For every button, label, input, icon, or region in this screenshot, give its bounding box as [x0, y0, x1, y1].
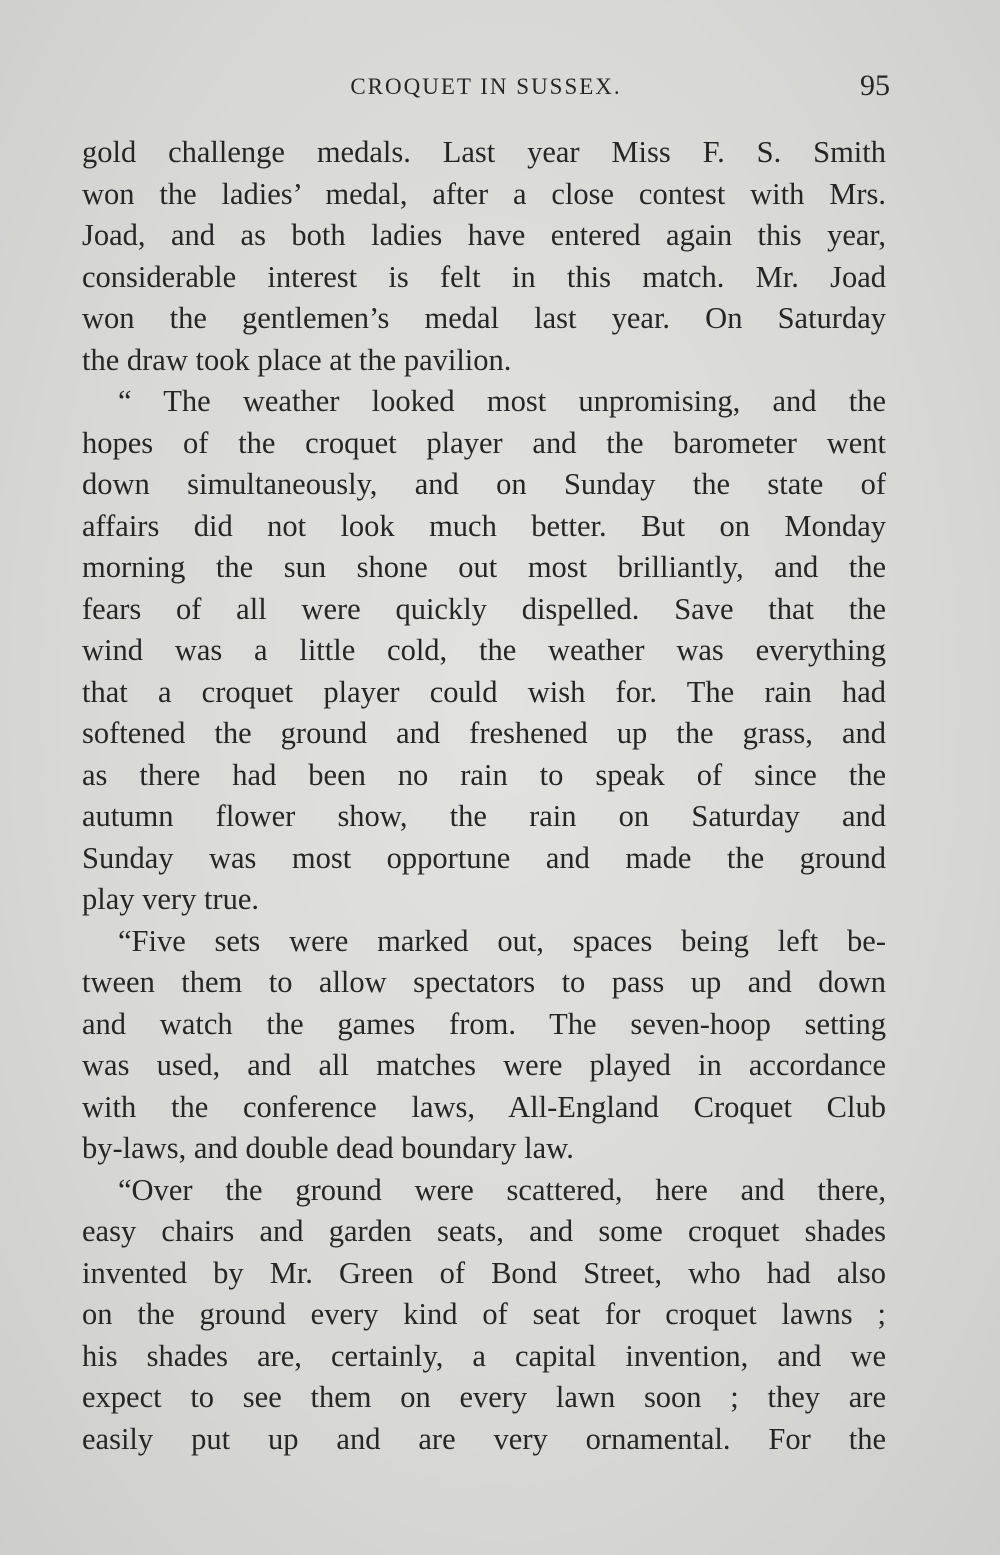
- page-header: [82, 66, 890, 110]
- text-line: easily put up and are very ornamental. For the: [82, 1421, 886, 1456]
- text-line: by-laws, and double dead boundary law.: [82, 1131, 574, 1165]
- text-line: autumn flower show, the rain on Saturday and: [82, 799, 886, 833]
- text-line: his shades are, certainly, a capital invention, and we: [82, 1338, 886, 1373]
- text-line: fears of all were quickly dispelled. Save that the: [82, 591, 886, 626]
- text-line: tween them to allow spectators to pass up and down: [82, 965, 886, 999]
- text-line: with the conference laws, All-England Croquet Club: [82, 1089, 886, 1124]
- text-line: the draw took place at the pavilion.: [82, 342, 512, 377]
- text-line: and watch the games from. The seven-hoop setting: [82, 1006, 886, 1041]
- page-number: 95: [860, 69, 890, 102]
- text-line: “Over the ground were scattered, here and there,: [118, 1172, 886, 1207]
- text-line: Joad, and as both ladies have entered again this year,: [82, 218, 886, 252]
- text-line: Sunday was most opportune and made the ground: [82, 840, 886, 875]
- text-line: “ The weather looked most unpromising, and the: [118, 384, 886, 418]
- text-line: “Five sets were marked out, spaces being left be-: [118, 923, 886, 958]
- running-head: CROQUET IN SUSSEX.: [350, 74, 622, 99]
- text-line: won the gentlemen’s medal last year. On Saturday: [82, 301, 886, 335]
- text-line: gold challenge medals. Last year Miss F. S. Smith: [82, 135, 886, 169]
- text-line: easy chairs and garden seats, and some croquet shades: [82, 1214, 886, 1248]
- text-line: expect to see them on every lawn soon ; they are: [82, 1380, 886, 1414]
- text-line: affairs did not look much better. But on Monday: [82, 508, 886, 543]
- text-line: wind was a little cold, the weather was everything: [82, 633, 886, 667]
- text-line: considerable interest is felt in this match. Mr. Joad: [82, 259, 886, 294]
- text-line: invented by Mr. Green of Bond Street, who had also: [82, 1255, 886, 1290]
- text-line: as there had been no rain to speak of since the: [82, 757, 886, 792]
- text-line: down simultaneously, and on Sunday the state of: [82, 467, 886, 501]
- text-line: softened the ground and freshened up the grass, and: [82, 716, 886, 750]
- text-line: won the ladies’ medal, after a close contest with Mrs.: [82, 176, 886, 211]
- text-line: play very true.: [82, 882, 259, 916]
- text-line: hopes of the croquet player and the barometer went: [82, 425, 886, 460]
- text-line: that a croquet player could wish for. The rain had: [82, 674, 886, 709]
- text-line: was used, and all matches were played in accordance: [82, 1048, 886, 1082]
- body-text: [82, 132, 886, 1460]
- text-line: on the ground every kind of seat for croquet lawns ;: [82, 1297, 886, 1331]
- text-line: morning the sun shone out most brilliantly, and the: [82, 550, 886, 584]
